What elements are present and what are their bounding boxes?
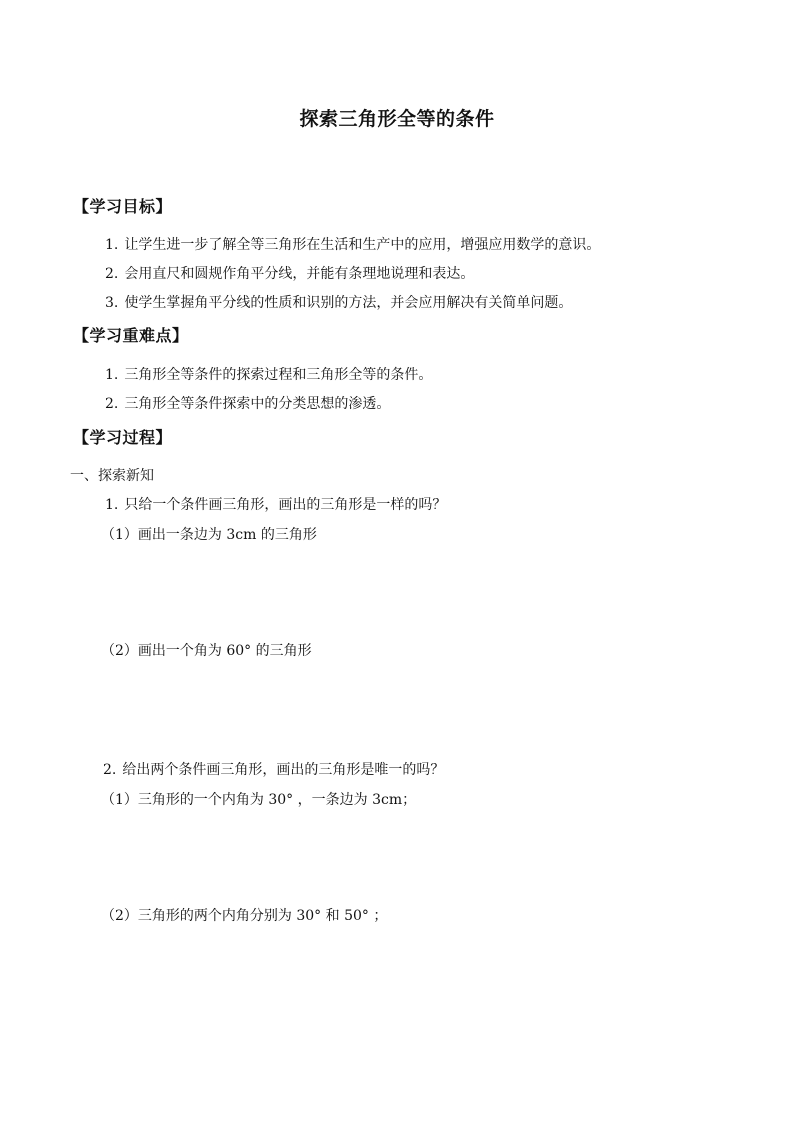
question-2	[103, 759, 444, 779]
objective-item-text: 会用直尺和圆规作角平分线，并能有条理地说理和表达。	[124, 266, 475, 282]
question-text: 只给一个条件画三角形，画出的三角形是一样的吗？	[124, 497, 447, 513]
objective-item-3	[105, 292, 572, 312]
objectives-heading: 【学习目标】	[73, 197, 173, 216]
key-point-item-text: 三角形全等条件探索中的分类思想的渗透。	[124, 396, 391, 412]
question-1-sub-1: （1）画出一条边为 3cm 的三角形	[101, 527, 317, 543]
objective-item-text: 使学生掌握角平分线的性质和识别的方法，并会应用解决有关简单问题。	[124, 295, 573, 311]
objective-item-number: 1.	[105, 237, 119, 253]
key-point-item-number: 1.	[105, 367, 119, 383]
question-number: 1.	[105, 497, 119, 513]
key-point-item-1	[105, 364, 432, 384]
question-1-sub-2: （2）画出一个角为 60° 的三角形	[101, 643, 312, 659]
part1-title: 一、探索新知	[70, 468, 154, 484]
question-2-sub-1: （1）三角形的一个内角为 30° ，一条边为 3cm；	[101, 792, 417, 808]
question-number: 2.	[103, 762, 117, 778]
key-point-item-text: 三角形全等条件的探索过程和三角形全等的条件。	[124, 367, 433, 383]
objective-item-1	[105, 234, 600, 254]
key-point-item-2	[105, 393, 390, 413]
question-1	[105, 494, 446, 514]
key-point-item-number: 2.	[105, 396, 119, 412]
page-title: 探索三角形全等的条件	[299, 108, 495, 130]
question-2-sub-2: （2）三角形的两个内角分别为 30° 和 50° ；	[101, 908, 388, 924]
process-heading: 【学习过程】	[73, 428, 173, 447]
objective-item-number: 3.	[105, 295, 119, 311]
objective-item-text: 让学生进一步了解全等三角形在生活和生产中的应用，增强应用数学的意识。	[124, 237, 601, 253]
objective-item-number: 2.	[105, 266, 119, 282]
question-text: 给出两个条件画三角形，画出的三角形是唯一的吗？	[122, 762, 445, 778]
key-points-heading: 【学习重难点】	[73, 326, 189, 345]
objective-item-2	[105, 263, 474, 283]
